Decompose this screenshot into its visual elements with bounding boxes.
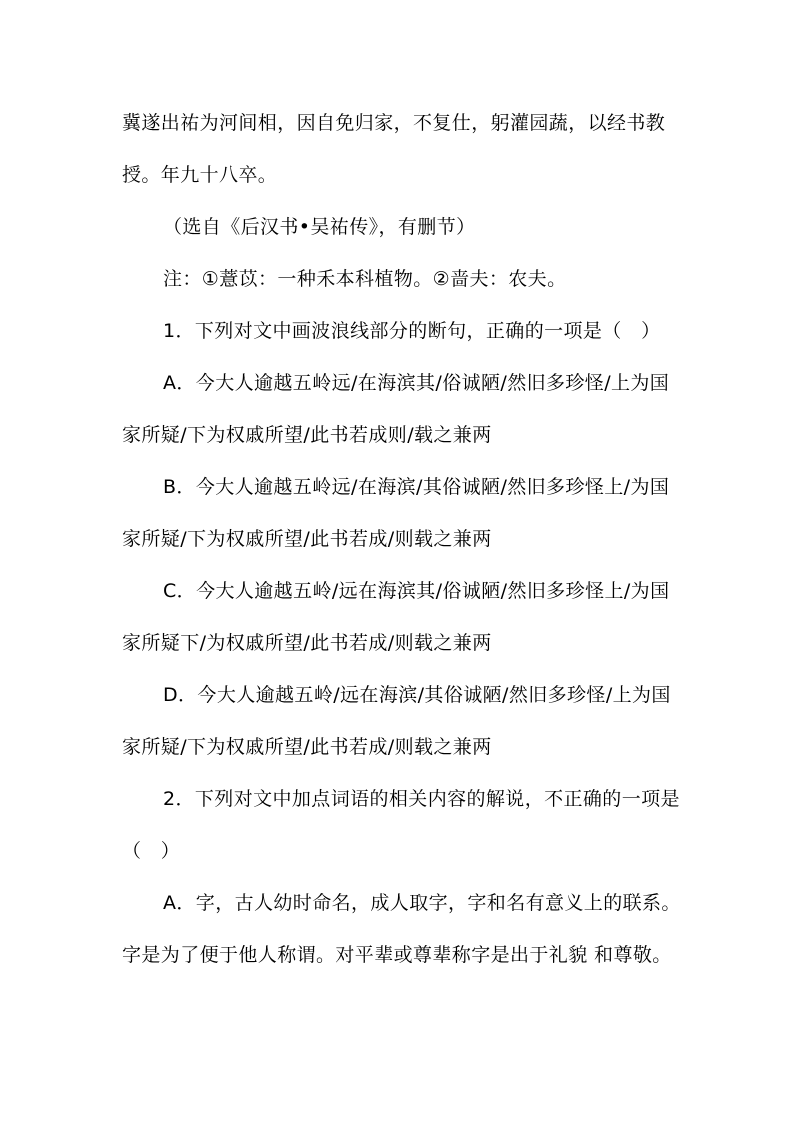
- option-a-line-2: 家所疑/下为权戚所望/此书若成则/载之兼两: [122, 424, 492, 446]
- option-a-line-1: A．今大人逾越五岭远/在海滨其/俗诚陋/然旧多珍怪/上为国: [163, 372, 670, 394]
- answer-blank: （ ）: [122, 840, 181, 862]
- option-a-line-1: A．字，古人幼时命名，成人取字，字和名有意义上的联系。: [163, 892, 681, 914]
- source-citation: （选自《后汉书•吴祐传》，有删节）: [163, 216, 476, 238]
- option-c-line-1: C．今大人逾越五岭/远在海滨其/俗诚陋/然旧多珍怪上/为国: [163, 580, 670, 602]
- text-line: 授。年九十八卒。: [122, 164, 278, 186]
- option-b-line-1: B．今大人逾越五岭远/在海滨/其俗诚陋/然旧多珍怪上/为国: [163, 476, 670, 498]
- option-d-line-2: 家所疑/下为权戚所望/此书若成/则载之兼两: [122, 736, 492, 758]
- text-line: 冀遂出祐为河间相，因自免归家，不复仕，躬灌园蔬，以经书教: [122, 112, 666, 134]
- question-1: 1．下列对文中画波浪线部分的断句，正确的一项是（ ）: [163, 320, 661, 342]
- option-c-line-2: 家所疑下/为权戚所望/此书若成/则载之兼两: [122, 632, 492, 654]
- option-b-line-2: 家所疑/下为权戚所望/此书若成/则载之兼两: [122, 528, 492, 550]
- annotation-note: 注：①薏苡：一种禾本科植物。②啬夫：农夫。: [163, 268, 567, 290]
- option-a-line-2: 字是为了便于他人称谓。对平辈或尊辈称字是出于礼貌 和尊敬。: [122, 944, 672, 966]
- question-2: 2．下列对文中加点词语的相关内容的解说，不正确的一项是: [163, 788, 680, 810]
- option-d-line-1: D．今大人逾越五岭/远在海滨/其俗诚陋/然旧多珍怪/上为国: [163, 684, 671, 706]
